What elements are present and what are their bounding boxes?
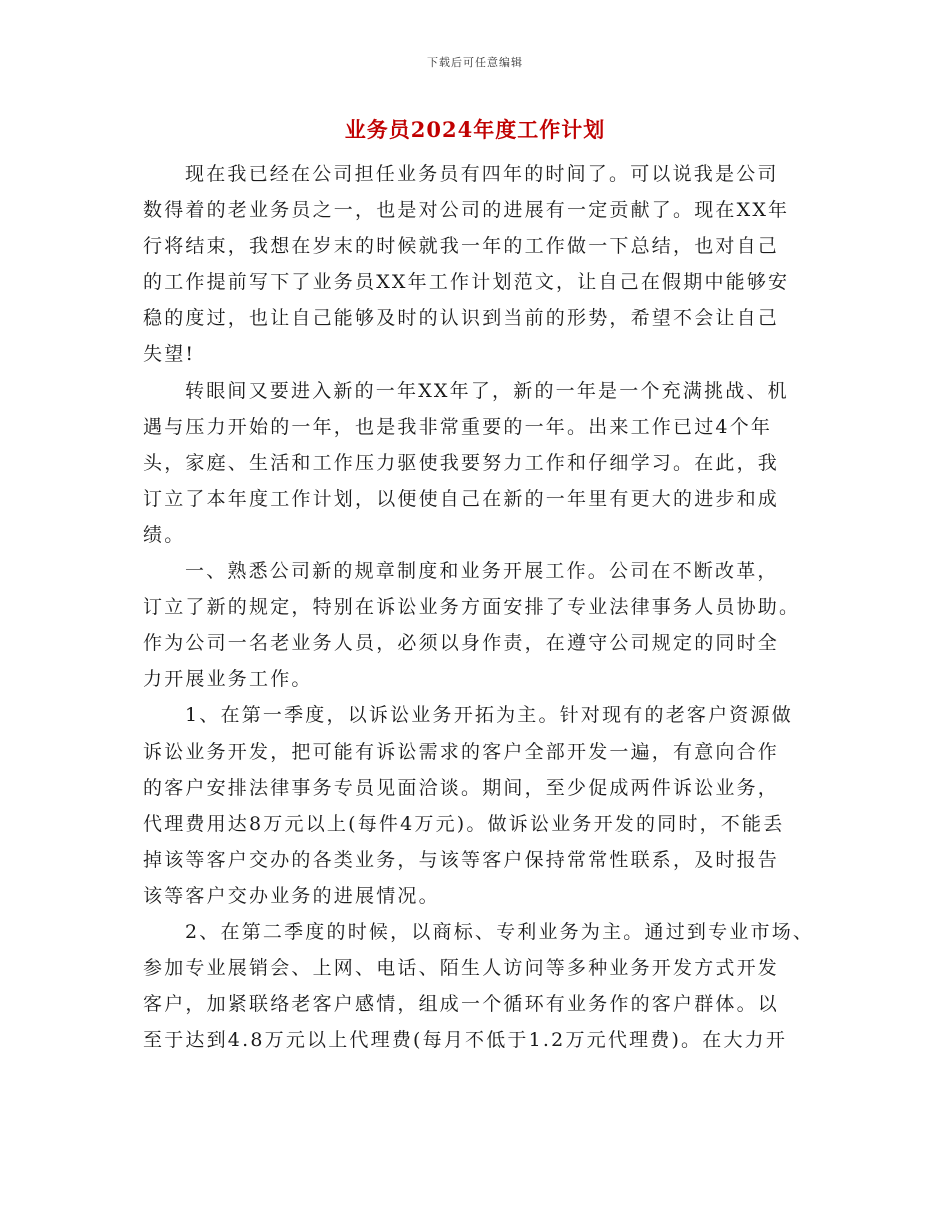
text-line: 至于达到4.8万元以上代理费(每月不低于1.2万元代理费)。在大力开 (143, 1029, 788, 1052)
text-line: 诉讼业务开发，把可能有诉讼需求的客户全部开发一遍，有意向合作 (143, 740, 780, 763)
text-line: 客户，加紧联络老客户感情，组成一个循环有业务作的客户群体。以 (143, 993, 780, 1016)
text-line: 代理费用达8万元以上(每件4万元)。做诉讼业务开发的同时，不能丢 (143, 812, 785, 835)
text-line: 掉该等客户交办的各类业务，与该等客户保持常常性联系，及时报告 (143, 848, 780, 871)
paragraph-second-quarter (143, 914, 815, 1058)
text-line: 订立了本年度工作计划，以便使自己在新的一年里有更大的进步和成 (143, 487, 780, 510)
document-title: 业务员2024年度工作计划 (344, 117, 606, 142)
text-line: 数得着的老业务员之一，也是对公司的进展有一定贡献了。现在XX年 (143, 199, 790, 222)
text-line: 稳的度过，也让自己能够及时的认识到当前的形势，希望不会让自己 (143, 307, 780, 330)
text-line: 的工作提前写下了业务员XX年工作计划范文，让自己在假期中能够安 (143, 271, 790, 294)
paragraph-section-one (143, 553, 807, 697)
text-line: 失望! (143, 343, 196, 366)
paragraph-first-quarter (143, 697, 807, 914)
text-line: 的客户安排法律事务专员见面洽谈。期间，至少促成两件诉讼业务， (143, 776, 780, 799)
text-line: 绩。 (143, 523, 186, 546)
text-line: 行将结束，我想在岁末的时候就我一年的工作做一下总结，也对自己 (143, 235, 780, 258)
text-line: 头，家庭、生活和工作压力驱使我要努力工作和仔细学习。在此，我 (143, 451, 780, 474)
text-line: 力开展业务工作。 (143, 668, 313, 691)
text-line: 一、熟悉公司新的规章制度和业务开展工作。公司在不断改革， (185, 560, 779, 583)
text-line: 该等客户交办业务的进展情况。 (143, 884, 440, 907)
text-line: 现在我已经在公司担任业务员有四年的时间了。可以说我是公司 (185, 163, 779, 185)
paragraph-intro (143, 156, 807, 373)
text-line: 2、在第二季度的时候，以商标、专利业务为主。通过到专业市场、 (185, 920, 815, 943)
text-line: 1、在第一季度，以诉讼业务开拓为主。针对现有的老客户资源做 (185, 704, 793, 727)
page-header-note: 下载后可任意编辑 (427, 56, 523, 69)
text-line: 遇与压力开始的一年，也是我非常重要的一年。出来工作已过4个年 (143, 415, 773, 438)
document-body (143, 156, 815, 1058)
text-line: 参加专业展销会、上网、电话、陌生人访问等多种业务开发方式开发 (143, 957, 780, 980)
text-line: 转眼间又要进入新的一年XX年了，新的一年是一个充满挑战、机 (185, 379, 789, 402)
text-line: 作为公司一名老业务人员，必须以身作责，在遵守公司规定的同时全 (143, 632, 780, 655)
paragraph-new-year (143, 373, 807, 553)
text-line: 订立了新的规定，特别在诉讼业务方面安排了专业法律事务人员协助。 (143, 596, 801, 619)
